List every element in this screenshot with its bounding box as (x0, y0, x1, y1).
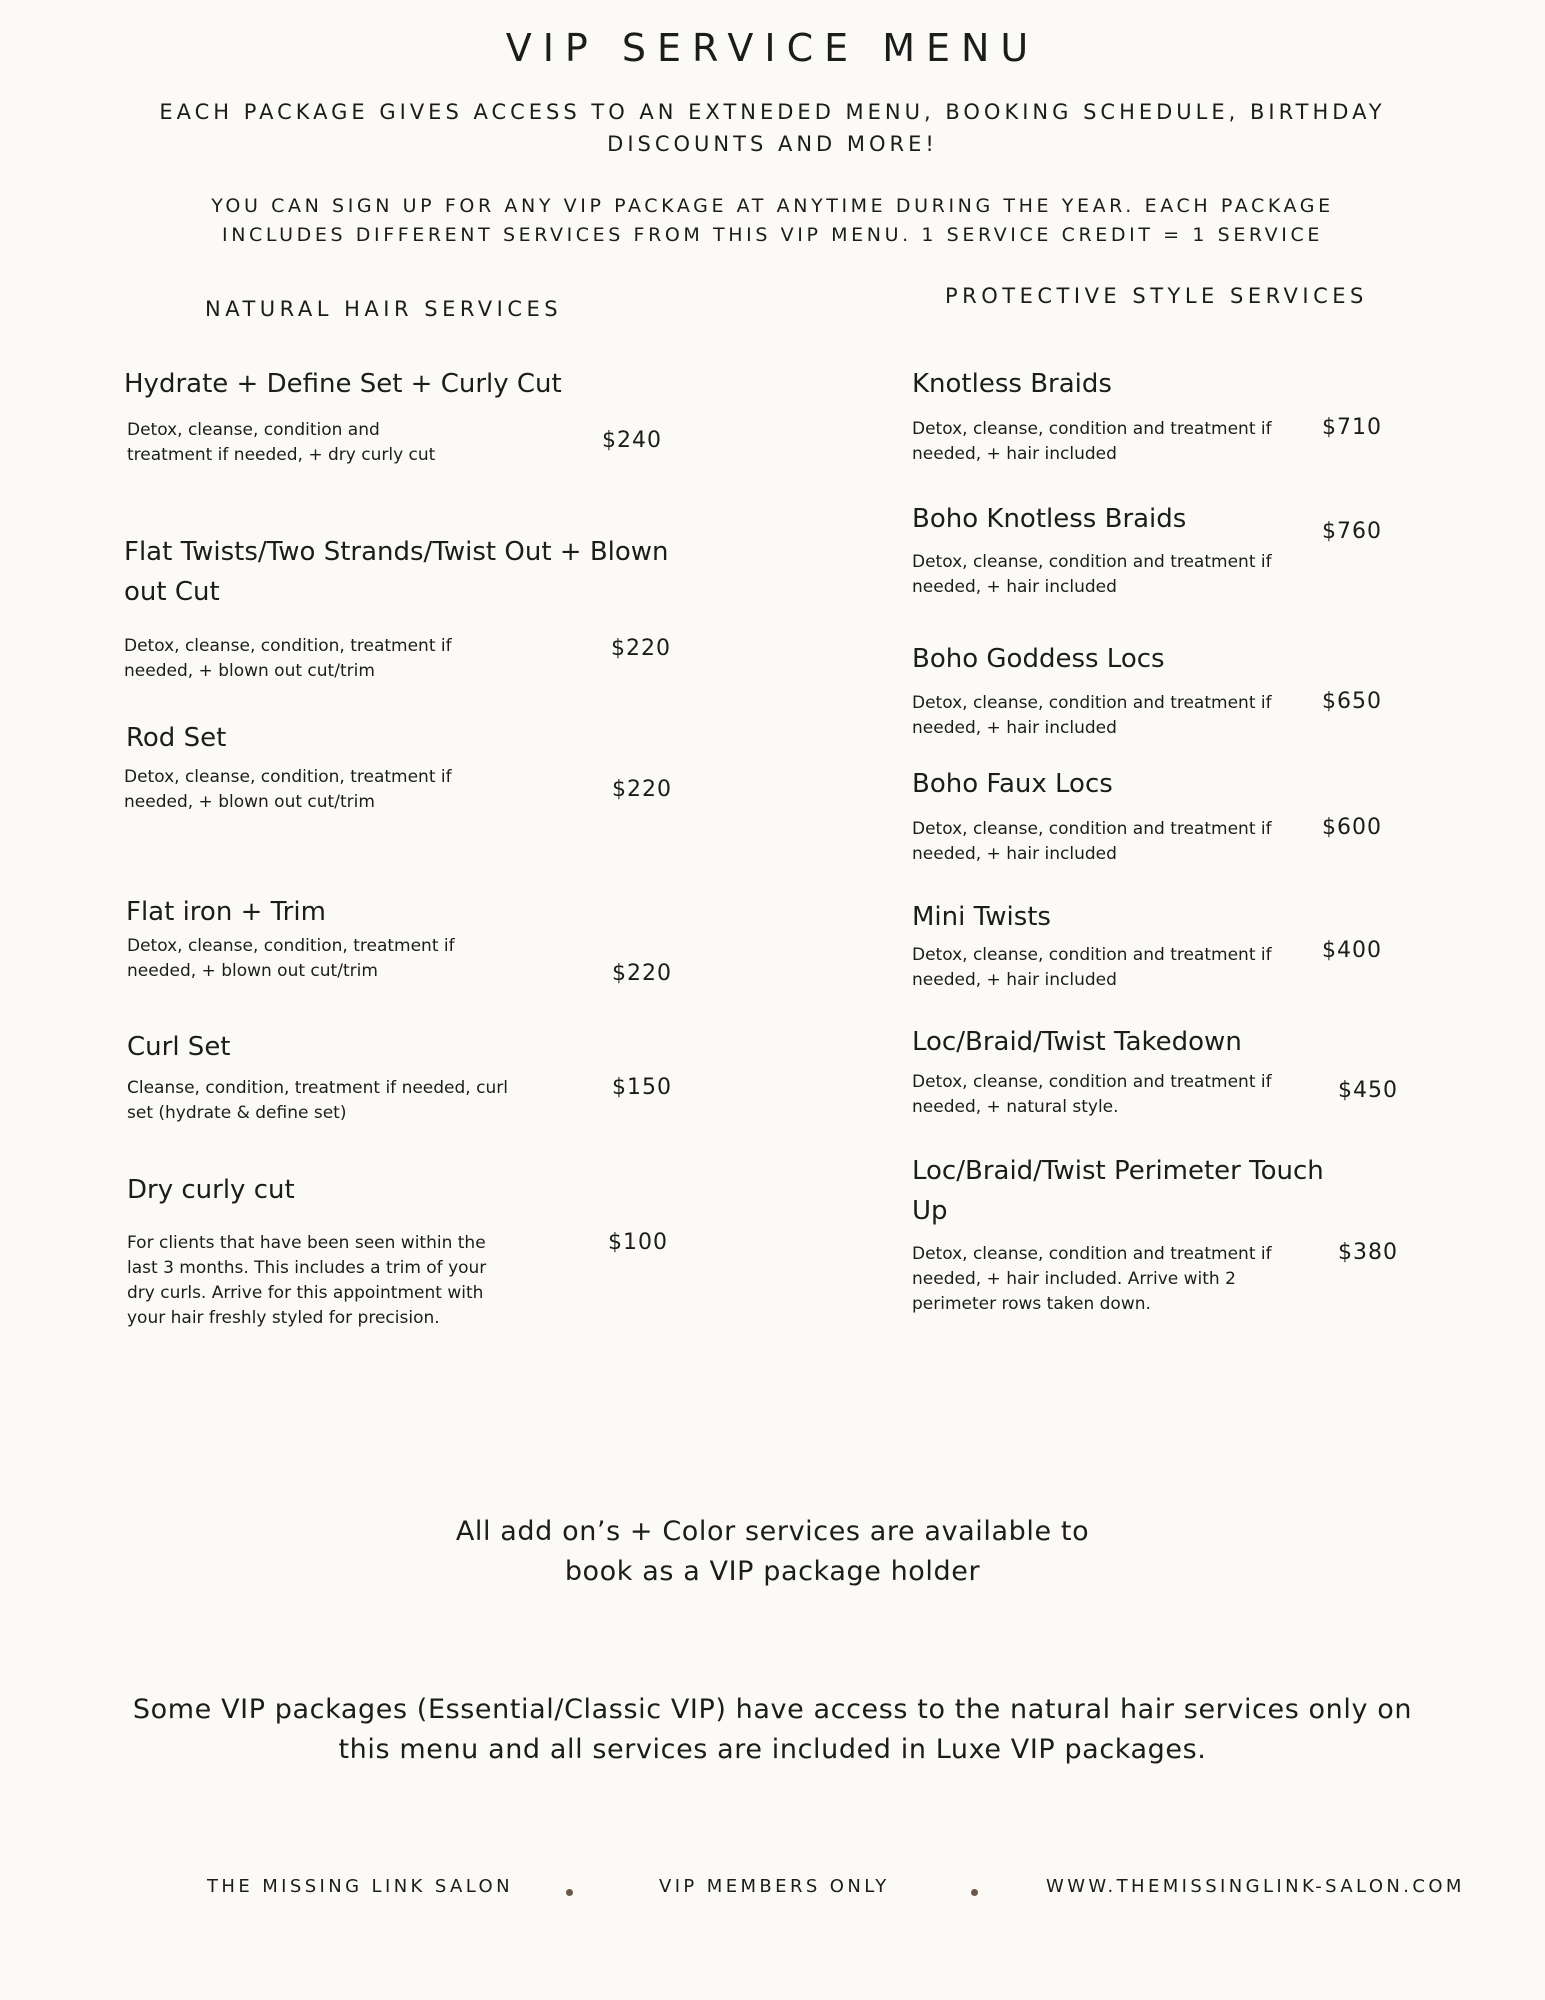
service-description: Detox, cleanse, condition, treatment if needed, + blown out cut/trim (127, 936, 455, 981)
service-description: Detox, cleanse, condition and treatment if needed, + hair included (912, 552, 1272, 597)
service-price: $220 (612, 961, 672, 986)
packages-note (0, 1690, 1545, 1770)
service-price: $380 (1338, 1240, 1398, 1265)
service-price: $650 (1322, 689, 1382, 714)
service-name: Rod Set (126, 723, 227, 753)
natural-services-heading: NATURAL HAIR SERVICES (205, 297, 563, 321)
page-title: VIP SERVICE MENU (505, 26, 1040, 70)
intro-signup: YOU CAN SIGN UP FOR ANY VIP PACKAGE AT ANYTIME DURING THE YEAR. EACH PACKAGE INCLUDES DIFFERENT SERVICES FROM THIS VIP MENU. 1 SERVICE CREDIT = 1 SERVICE (211, 195, 1334, 246)
service-description: Detox, cleanse, condition and treatment if needed, + hair included (912, 819, 1272, 864)
service-price: $600 (1322, 815, 1382, 840)
service-name: Boho Goddess Locs (912, 644, 1165, 674)
service-description: Detox, cleanse, condition, treatment if needed, + blown out cut/trim (124, 767, 452, 812)
service-price: $760 (1322, 519, 1382, 544)
footer-separator-dot (566, 1889, 573, 1896)
service-name: Boho Knotless Braids (912, 504, 1187, 534)
service-description: Detox, cleanse, condition and treatment if needed, + hair included (912, 419, 1272, 464)
service-price: $450 (1338, 1078, 1398, 1103)
service-name: Hydrate + Define Set + Curly Cut (124, 369, 562, 399)
service-price: $220 (611, 636, 671, 661)
addons-note-text: All add on’s + Color services are available to book as a VIP package holder (455, 1516, 1090, 1587)
addons-note (0, 1512, 1545, 1592)
footer-separator-dot (971, 1889, 978, 1896)
footer-salon-name: THE MISSING LINK SALON (207, 1876, 513, 1897)
service-description: Detox, cleanse, condition and treatment if needed, + natural style. (912, 1072, 1272, 1117)
service-description: Detox, cleanse, condition, treatment if needed, + blown out cut/trim (124, 636, 452, 681)
protective-services-heading: PROTECTIVE STYLE SERVICES (945, 284, 1368, 308)
service-description: Detox, cleanse, condition and treatment if needed, + dry curly cut (127, 420, 436, 465)
service-name: Flat iron + Trim (126, 897, 326, 927)
service-price: $220 (612, 777, 672, 802)
footer-website-link[interactable]: WWW.THEMISSINGLINK-SALON.COM (1046, 1876, 1465, 1897)
service-name: Mini Twists (912, 902, 1051, 932)
intro-benefits: EACH PACKAGE GIVES ACCESS TO AN EXTNEDED MENU, BOOKING SCHEDULE, BIRTHDAY DISCOUNTS AND MORE! (159, 100, 1386, 156)
service-description: Detox, cleanse, condition and treatment if needed, + hair included. Arrive with 2 perimeter rows taken down. (912, 1244, 1272, 1314)
service-description: Cleanse, condition, treatment if needed, curl set (hydrate & define set) (127, 1078, 508, 1123)
service-name: Loc/Braid/Twist Takedown (912, 1027, 1242, 1057)
service-description: Detox, cleanse, condition and treatment if needed, + hair included (912, 693, 1272, 738)
service-price: $100 (608, 1230, 668, 1255)
service-price: $400 (1322, 938, 1382, 963)
service-price: $150 (612, 1075, 672, 1100)
service-name: Loc/Braid/Twist Perimeter Touch Up (912, 1156, 1324, 1226)
packages-note-text: Some VIP packages (Essential/Classic VIP) have access to the natural hair services only on this menu and all services are included in Luxe VIP packages. (132, 1694, 1413, 1765)
service-name: Knotless Braids (912, 369, 1112, 399)
service-price: $240 (602, 428, 662, 453)
footer-members-only: VIP MEMBERS ONLY (659, 1876, 890, 1897)
service-description: Detox, cleanse, condition and treatment if needed, + hair included (912, 945, 1272, 990)
service-name: Curl Set (127, 1032, 231, 1062)
service-name: Dry curly cut (127, 1175, 295, 1205)
service-price: $710 (1322, 415, 1382, 440)
service-description: For clients that have been seen within the last 3 months. This includes a trim of your dry curls. Arrive for this appointment with your hair freshly styled for precision. (127, 1233, 487, 1328)
service-name: Flat Twists/Two Strands/Twist Out + Blown out Cut (124, 537, 669, 607)
service-name: Boho Faux Locs (912, 769, 1113, 799)
